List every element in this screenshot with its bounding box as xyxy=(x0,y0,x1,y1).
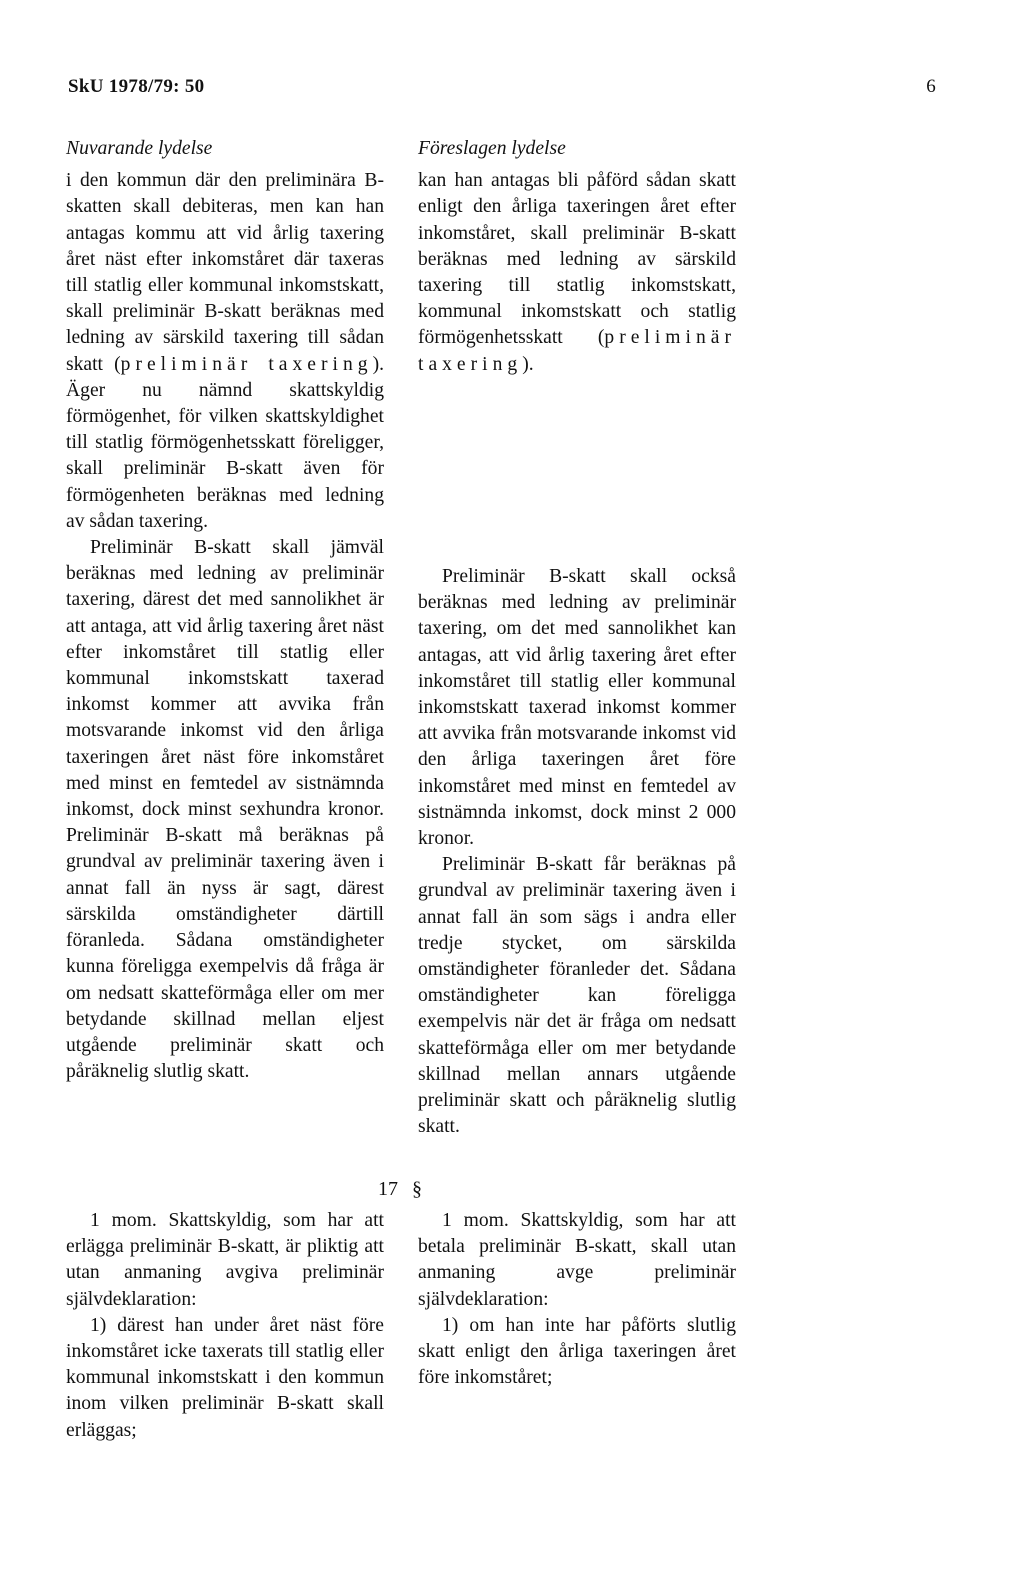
left-column-section-17 xyxy=(66,1208,384,1444)
section-heading xyxy=(378,1178,422,1201)
left-paragraph-3: 1 mom. Skattskyldig, som har att erlägga preliminär B-skatt, är pliktig att utan anmaning avgiva preliminär självdeklaration: xyxy=(66,1210,384,1310)
right-paragraph-4: 1 mom. Skattskyldig, som har att betala preliminär B-skatt, skall utan anmaning avge preliminär självdeklaration: xyxy=(418,1210,736,1310)
right-column-section-17 xyxy=(418,1208,736,1391)
right-column-proposed xyxy=(418,136,736,378)
right-paragraph-3: Preliminär B-skatt får beräknas på grundval av preliminär taxering även i annat fall än som sägs i andra eller tredje stycket, om särskilda omständigheter föranleder det. Sådana omständigheter kan föreligga exempelvis när det är fråga om nedsatt skatteförmåga eller om mer betydande skillnad mellan annars utgående preliminär skatt och påräknelig slutlig skatt. xyxy=(418,854,736,1138)
right-paragraph-1: kan han antagas bli påförd sådan skatt enligt den årliga taxeringen året efter inkomståret, skall preliminär B-skatt beräknas med ledning av särskild taxering till statlig inkomstskatt, kommunal inkomstskatt och statlig förmögenhetsskatt (preliminär taxering). xyxy=(418,170,736,375)
left-paragraph-4: 1) därest han under året näst före inkomståret icke taxerats till statlig eller kommunal inkomstskatt i den kommun inom vilken preliminär B-skatt skall erläggas; xyxy=(66,1314,384,1441)
left-paragraph-2: Preliminär B-skatt skall jämväl beräknas med ledning av preliminär taxering, därest det med sannolikhet är att antaga, att vid årlig taxering året näst efter inkomståret till statlig eller kommunal inkomstskatt taxerad inkomst kommer att avvika från motsvarande inkomst vid den årliga taxeringen året näst före inkomståret med minst en femtedel av sistnämnda inkomst, dock minst sexhundra kronor. Preliminär B-skatt må beräknas på grundval av preliminär taxering även i annat fall än nyss är sagt, därest särskilda omständigheter därtill föranleda. Sådana omständigheter kunna föreligga exempelvis då fråga är om nedsatt skatteförmåga eller om mer betydande skillnad mellan eljest utgående preliminär skatt och påräknelig slutlig skatt. xyxy=(66,537,384,1083)
left-column-heading: Nuvarande lydelse xyxy=(66,138,213,159)
left-paragraph-1: i den kommun där den preliminära B-skatten skall debiteras, men kan han antagas kommu att vid årlig taxering året näst efter inkomståret där taxeras till statlig eller kommunal inkomstskatt, skall preliminär B-skatt beräknas med ledning av särskild taxering till sådan skatt (preliminär taxering). Äger nu nämnd skattskyldig förmögenhet, för vilken skattskyldighet till statlig förmögenhetsskatt föreligger, skall preliminär B-skatt även för förmögenheten beräknas med ledning av sådan taxering. xyxy=(66,170,384,532)
page-number: 6 xyxy=(926,76,936,97)
section-number: 17 xyxy=(378,1178,398,1200)
right-paragraph-2: Preliminär B-skatt skall också beräknas med ledning av preliminär taxering, om det med sannolikhet kan antagas, att vid årlig taxering året efter inkomståret till statlig eller kommunal inkomstskatt taxerad inkomst kommer att avvika från motsvarande inkomst vid den årliga taxeringen året före inkomståret med minst en femtedel av sistnämnda inkomst, dock minst 2 000 kronor. xyxy=(418,566,736,850)
right-column-proposed-2 xyxy=(418,564,736,1140)
right-column-heading: Föreslagen lydelse xyxy=(418,138,566,159)
document-reference: SkU 1978/79: 50 xyxy=(68,76,205,97)
left-column-current xyxy=(66,136,384,1085)
right-paragraph-5: 1) om han inte har påförts slutlig skatt enligt den årliga taxeringen året före inkomståret; xyxy=(418,1314,736,1389)
section-sign: § xyxy=(412,1178,422,1200)
